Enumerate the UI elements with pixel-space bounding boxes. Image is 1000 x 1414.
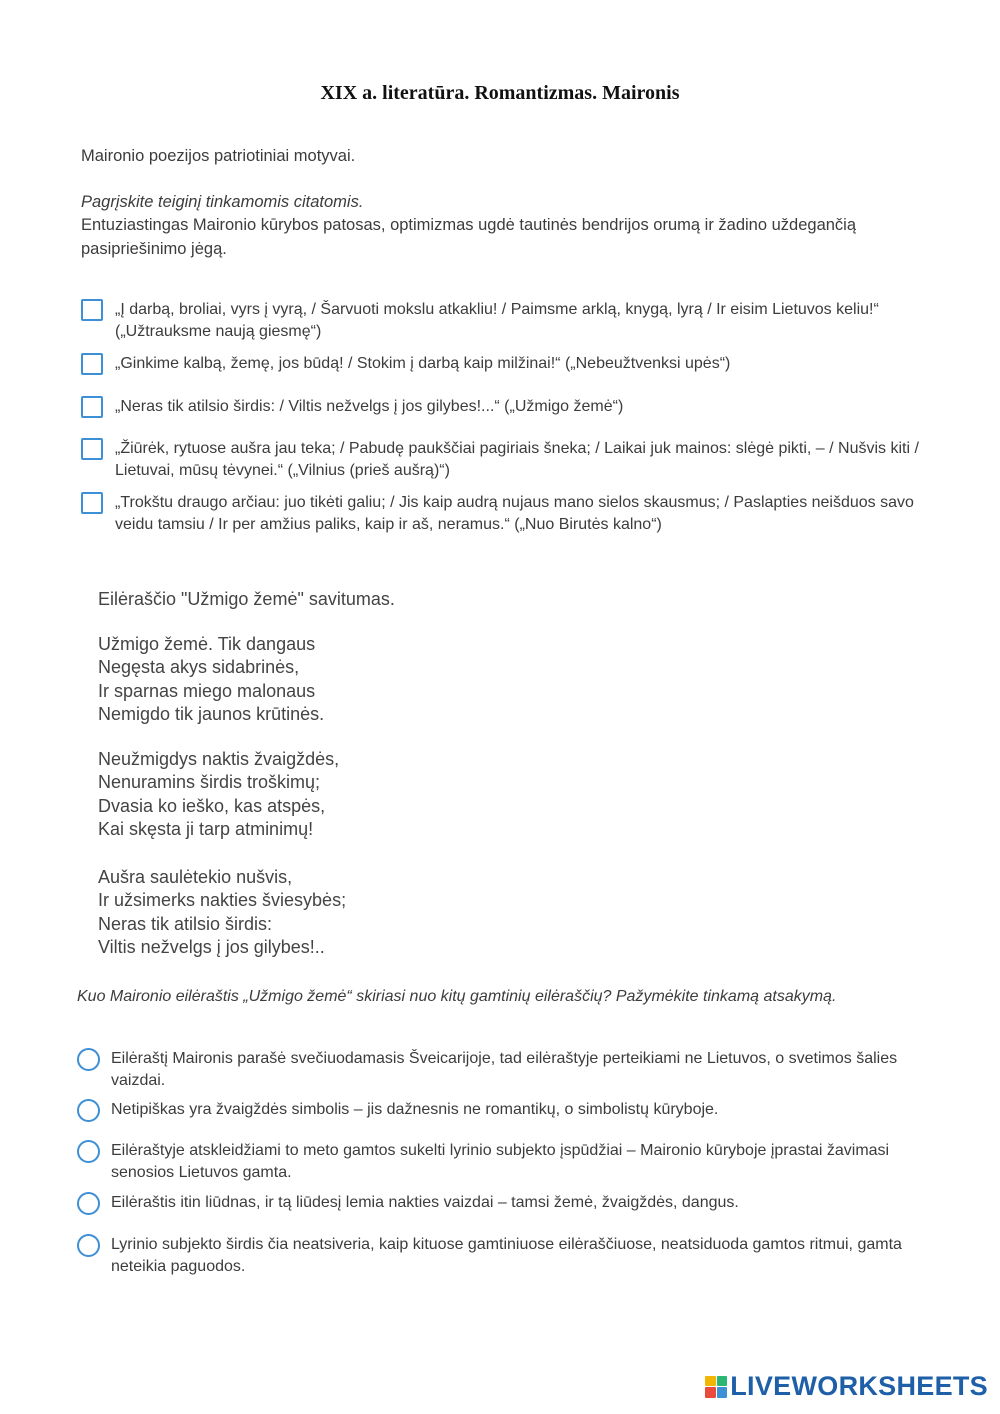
logo-square [717,1376,728,1387]
checkbox-option-text: „Trokštu draugo arčiau: juo tikėti galiu; / Jis kaip audrą nujaus mano sielos skausmus; / Paslapties neišduos savo veidu tamsiu / Ir per amžius paliks, kaip ir aš, neramus.“ („Nuo Birutės kalno“) [115,494,914,533]
radio-button[interactable] [77,1192,100,1215]
section1-instruction: Pagrįskite teiginį tinkamomis citatomis. [81,193,364,211]
checkbox-option[interactable] [81,492,941,536]
poem-stanza [98,633,324,726]
logo-square [705,1387,716,1398]
checkbox-option-text: „Ginkime kalbą, žemę, jos būdą! / Stokim į darbą kaip milžinai!“ („Nebeužtvenksi upės“) [115,355,731,372]
poem-line: Negęsta akys sidabrinės, [98,657,300,678]
radio-option[interactable] [77,1140,957,1184]
poem-heading: Eilėraščio "Užmigo žemė" savitumas. [98,589,395,609]
poem-line: Nemigdo tik jaunos krūtinės. [98,703,325,724]
radio-option[interactable] [77,1234,957,1278]
poem-stanza [98,866,346,959]
checkbox-option[interactable] [81,299,941,343]
radio-button[interactable] [77,1048,100,1071]
poem-line: Neras tik atilsio širdis: [98,913,273,934]
radio-option[interactable] [77,1099,957,1122]
radio-button[interactable] [77,1099,100,1122]
checkbox[interactable] [81,299,103,321]
section1-statement-line2: pasipriešinimo jėgą. [81,240,227,258]
checkbox-option-text: „Į darbą, broliai, vyrs į vyrą, / Šarvuoti mokslu atkakliu! / Paimsme arklą, knygą, lyrą / Ir eisim Lietuvos keliu!“ („Užtrauksme naują giesmę“) [115,301,879,340]
poem-line: Ir sparnas miego malonaus [98,680,316,701]
radio-option-text: Eilėraštis itin liūdnas, ir tą liūdesį lemia nakties vaizdai – tamsi žemė, žvaigždės, dangus. [111,1194,739,1211]
checkbox[interactable] [81,396,103,418]
section1-statement-line1: Entuziastingas Maironio kūrybos patosas, optimizmas ugdė tautinės bendrijos orumą ir žadino uždegančią [81,216,857,234]
checkbox-option[interactable] [81,438,941,482]
logo-mark-icon [705,1376,727,1398]
poem-line: Viltis nežvelgs į jos gilybes!.. [98,936,325,957]
logo-text: LIVEWORKSHEETS [730,1371,988,1401]
poem-stanza [98,748,339,841]
page-title: XIX a. literatūra. Romantizmas. Maironis [320,82,680,104]
poem-line: Neužmigdys naktis žvaigždės, [98,749,340,769]
logo-square [705,1376,716,1387]
radio-option-text: Netipiškas yra žvaigždės simbolis – jis dažnesnis ne romantikų, o simbolistų kūryboje. [111,1101,719,1118]
poem-line: Kai skęsta ji tarp atminimų! [98,818,314,839]
poem-line: Ir užsimerks nakties šviesybės; [98,890,347,911]
radio-option-text: Lyrinio subjekto širdis čia neatsiveria, kaip kituose gamtiniuose eilėraščiuose, neatsiduoda gamtos ritmui, gamta neteikia paguodos. [111,1236,902,1275]
poem-line: Dvasia ko ieško, kas atspės, [98,795,326,816]
poem-line: Užmigo žemė. Tik dangaus [98,634,316,654]
checkbox[interactable] [81,492,103,514]
radio-option-text: Eilėraštyje atskleidžiami to meto gamtos sukelti lyrinio subjekto įspūdžiai – Maironio kūryboje įprastai žavimasi senosios Lietuvos gamta. [111,1142,890,1181]
checkbox-option[interactable] [81,396,941,418]
poem-line: Nenuramins širdis troškimų; [98,772,321,793]
section2-question: Kuo Maironio eilėraštis „Užmigo žemė“ skiriasi nuo kitų gamtinių eilėraščių? Pažymėkite tinkamą atsakymą. [77,988,837,1005]
checkbox-option-text: „Žiūrėk, rytuose aušra jau teka; / Pabudę paukščiai pagiriais šneka; / Laikai juk mainos: slėgė pikti, – / Nušvis kiti / Lietuvai, mūsų tėvynei.“ („Vilnius (prieš aušrą)“) [115,440,919,479]
poem-line: Aušra saulėtekio nušvis, [98,867,293,887]
radio-option[interactable] [77,1192,957,1215]
checkbox[interactable] [81,438,103,460]
checkbox-option-text: „Neras tik atilsio širdis: / Viltis nežvelgs į jos gilybes!...“ („Užmigo žemė“) [115,398,624,415]
radio-option-text: Eilėraštį Maironis parašė svečiuodamasis Šveicarijoje, tad eilėraštyje perteikiami ne Lietuvos, o svetimos šalies vaizdai. [111,1050,898,1089]
liveworksheets-logo [705,1371,988,1402]
checkbox[interactable] [81,353,103,375]
logo-square [717,1387,728,1398]
radio-button[interactable] [77,1140,100,1163]
checkbox-option[interactable] [81,353,941,375]
radio-button[interactable] [77,1234,100,1257]
radio-option[interactable] [77,1048,957,1092]
section1-heading: Maironio poezijos patriotiniai motyvai. [81,147,356,165]
